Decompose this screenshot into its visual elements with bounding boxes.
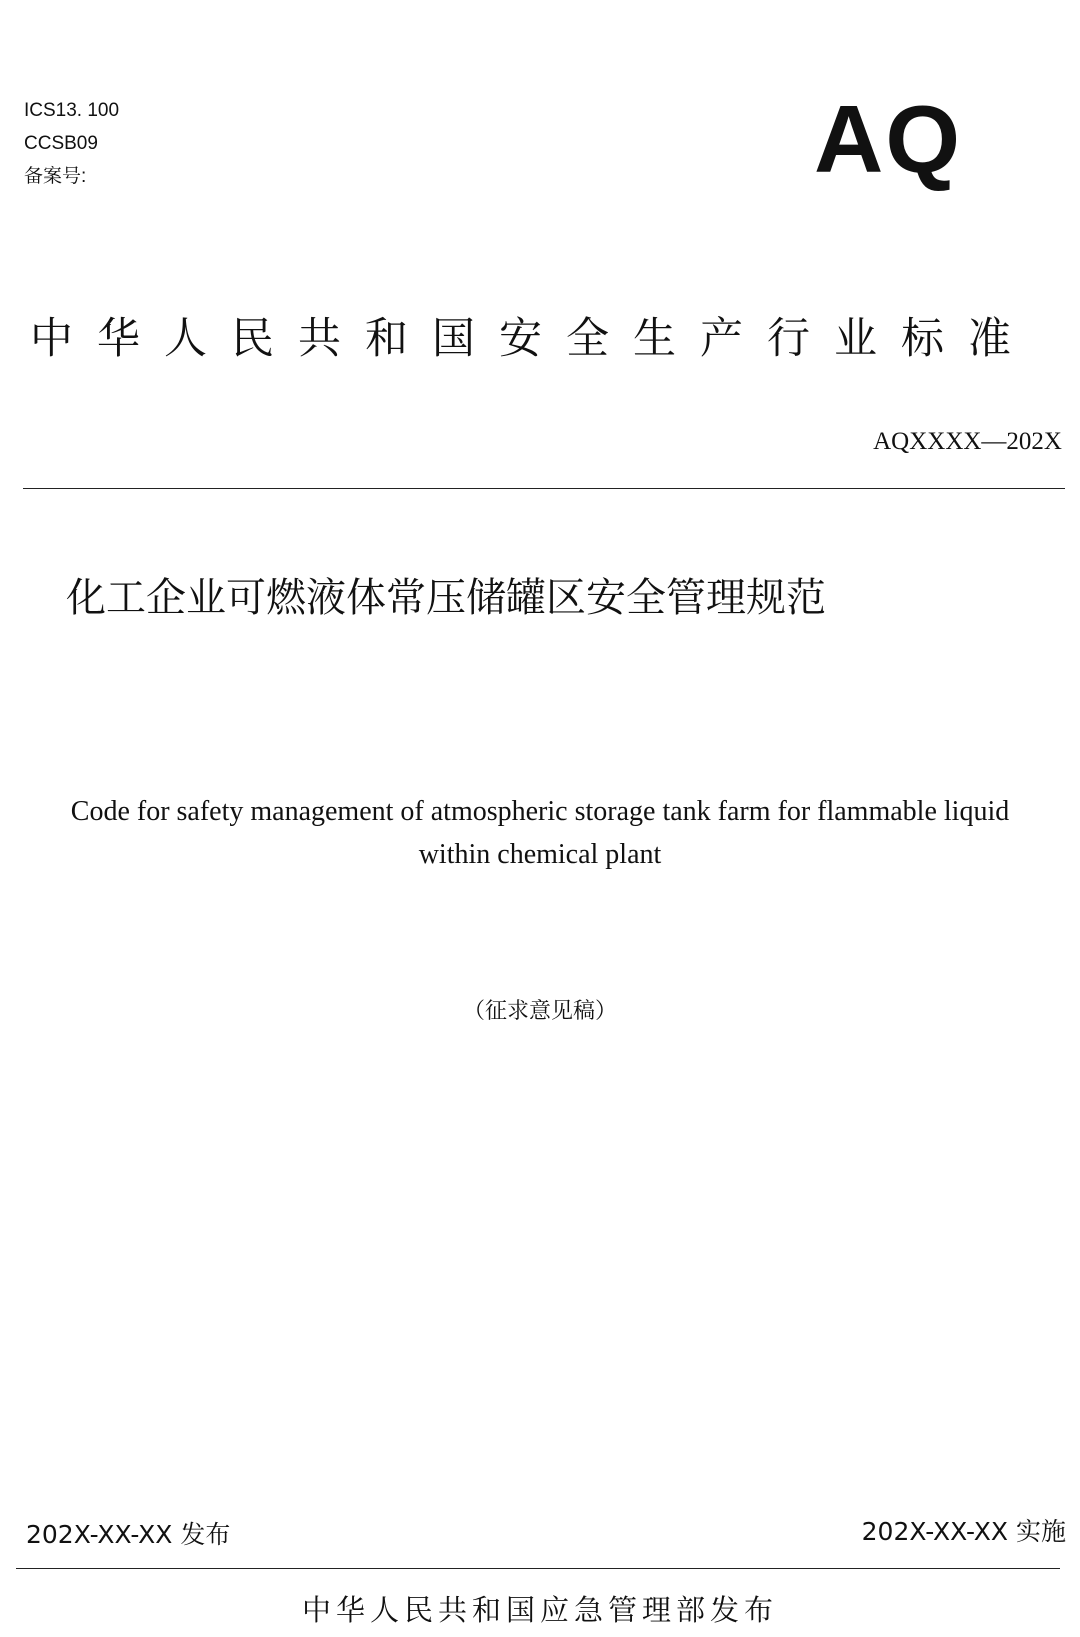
top-divider	[23, 488, 1065, 489]
standard-number: AQXXXX—202X	[873, 428, 1062, 455]
bottom-divider	[16, 1568, 1060, 1569]
issue-date: 202X-XX-XX 发布	[26, 1520, 231, 1549]
implementation-date: 202X-XX-XX 实施	[861, 1517, 1066, 1546]
english-title-line-2: within chemical plant	[418, 839, 662, 870]
standard-type-heading: 中华人民共和国安全生产行业标准	[30, 314, 1035, 364]
document-title-chinese: 化工企业可燃液体常压储罐区安全管理规范	[66, 575, 826, 621]
draft-status-note: （征求意见稿）	[462, 999, 617, 1024]
english-title-line-1: Code for safety management of atmospheric storage tank farm for flammable liquid	[70, 796, 1010, 827]
classification-block	[24, 94, 119, 193]
issuing-authority: 中华人民共和国应急管理部发布	[301, 1593, 778, 1627]
ics-code: ICS13. 100	[24, 100, 120, 121]
filing-number-label: 备案号:	[24, 166, 87, 187]
aq-logo: AQ	[814, 86, 962, 193]
document-title-english	[0, 790, 1080, 876]
ccs-code: CCSB09	[24, 133, 98, 154]
